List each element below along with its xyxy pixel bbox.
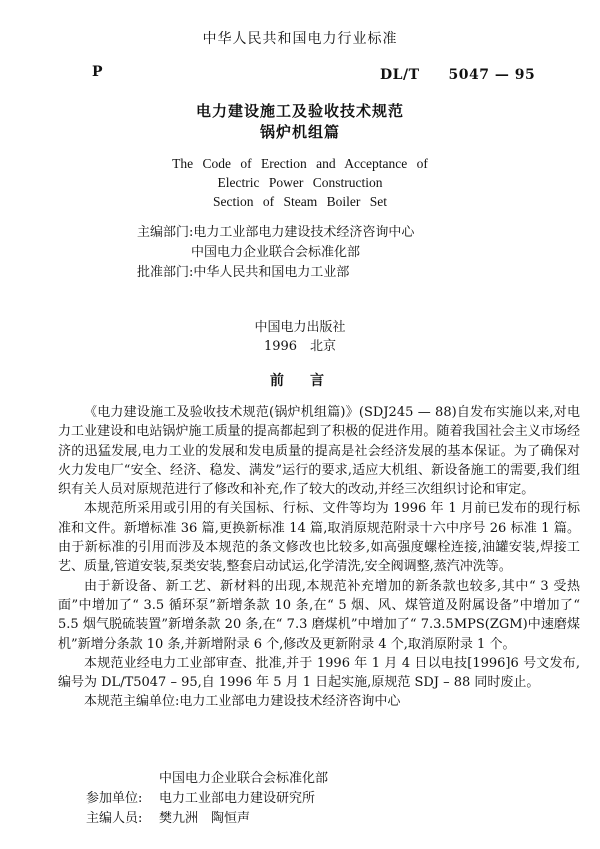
editor-department: 主编部门:电力工业部电力建设技术经济咨询中心 [137,225,415,240]
category-letter: P [92,64,103,80]
title-english-line2: Electric Power Construction [217,175,383,190]
publisher-year-place: 1996 北京 [263,339,337,354]
participants-label: 参加单位: [86,791,143,806]
approver-department: 批准部门:中华人民共和国电力工业部 [137,265,350,280]
drafters-value: 樊九洲 陶恒声 [159,811,251,826]
preface-paragraph-1: 《电力建设施工及验收技术规范(锅炉机组篇)》(SDJ245 — 88)自发布实施以来,对电力工业建设和电站锅炉施工质量的提高都起到了积极的促进作用。随着我国社会主义市场经济的迅猛发展,电力工业的发展和发电质量的提高是社会经济发展的基本保证。为了确保对火力发电厂“安全、经济、稳发、满发”运行的要求,适应大机组、新设备施工的需要,我们组织有关人员对原规范进行了修改和补充,作了较大的改动,并经三次组织讨论和审定。 [58,405,580,498]
editor-department-2: 中国电力企业联合会标准化部 [191,245,361,260]
title-english-line3: Section of Steam Boiler Set [213,194,387,209]
title-chinese-line2: 锅炉机组篇 [259,123,340,141]
preface-body [58,403,580,712]
preface-paragraph-3: 由于新设备、新工艺、新材料的出现,本规范补充增加的新条款也较多,其中“ 3 受热面”中增加了“ 3.5 循环泵”新增条款 10 条,在“ 5 烟、风、煤管道及附属设备”中增加了“ 5.5 烟气脱硫装置”新增条款 20 条,在“ 7.3 磨煤机”中增加了“ 7.3.5MPS(ZGM)中速磨煤机”新增分条款 10 条,并新增附录 6 个,修改及更新附录 4 个,取消原附录 1 个。 [58,578,580,652]
editor-unit-2: 中国电力企业联合会标准化部 [159,771,329,786]
drafters-label: 主编人员: [86,811,143,826]
title-chinese-line1: 电力建设施工及验收技术规范 [195,102,404,120]
publisher-name: 中国电力出版社 [254,320,346,335]
standard-code: DL/T 5047 — 95 [380,67,536,83]
preface-paragraph-5: 本规范主编单位:电力工业部电力建设技术经济咨询中心 [84,694,401,710]
preface-heading: 前 言 [270,373,330,389]
preface-paragraph-2: 本规范所采用或引用的有关国标、行标、文件等均为 1996 年 1 月前已发布的现行标准和文件。新增标准 36 篇,更换新标准 14 篇,取消原规范附录十六中序号 26 标准 1 篇。由于新标准的引用而涉及本规范的条文修改也比较多,如高强度螺栓连接,油罐安装,焊接工艺、质量,管道安装,泵类安装,整套启动试运,化学清洗,安全阀调整,蒸汽冲洗等。 [58,501,580,575]
standard-type-heading: 中华人民共和国电力行业标准 [202,31,398,47]
preface-paragraph-4: 本规范业经电力工业部审查、批准,并于 1996 年 1 月 4 日以电技[1996]6 号文发布,编号为 DL/T5047 – 95,自 1996 年 5 月 1 日起实施,原规范 SDJ – 88 同时废止。 [58,655,580,691]
title-english-line1: The Code of Erection and Acceptance of [172,156,428,171]
participants-value: 电力工业部电力建设研究所 [159,791,316,806]
